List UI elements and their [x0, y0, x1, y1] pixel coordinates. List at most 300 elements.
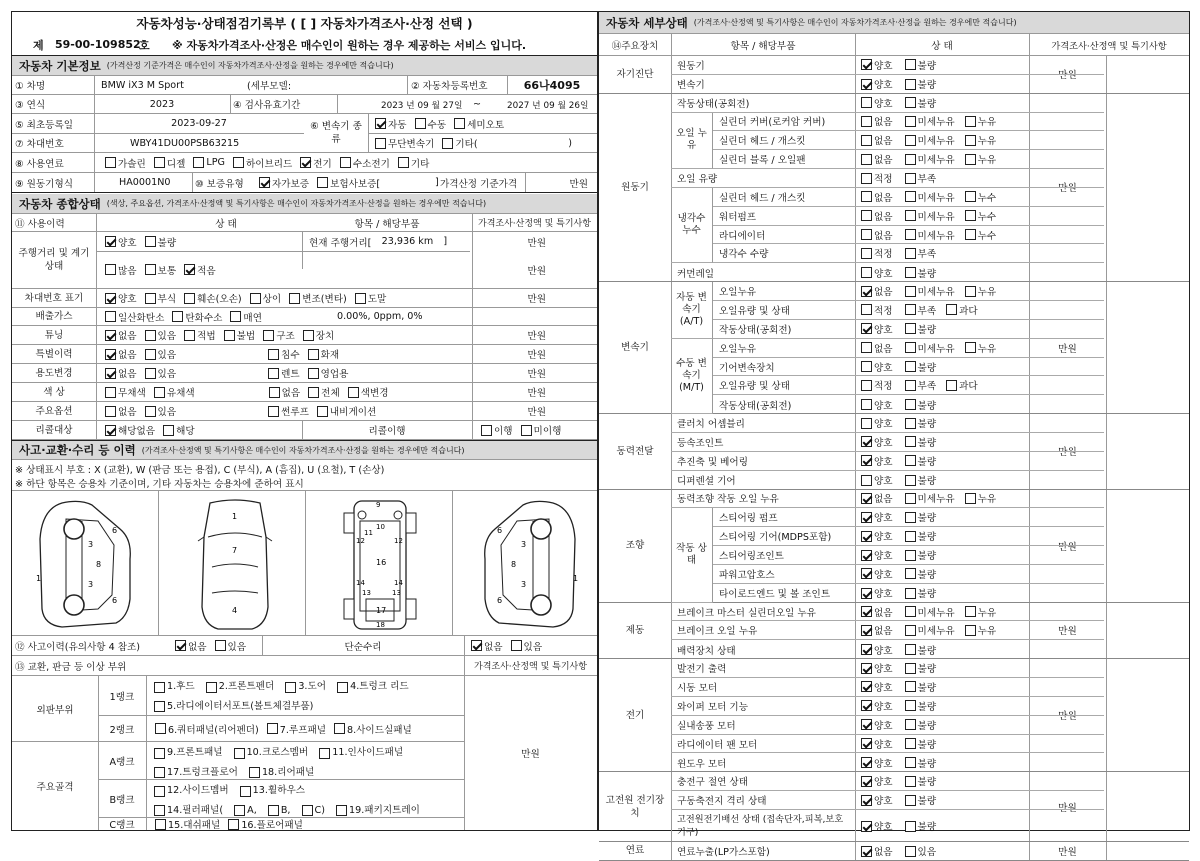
detail-item-label: 추진축 및 베어링	[677, 456, 748, 468]
state-option-checkbox[interactable]	[861, 455, 872, 466]
vin_mark-3-checkbox[interactable]	[250, 293, 261, 304]
state-option-checkbox[interactable]	[905, 210, 916, 221]
gas-label: 배출가스	[35, 311, 73, 322]
accident-history-label: ⑫ 사고이력(유의사항 4 참조)	[15, 641, 141, 653]
state-option-checkbox[interactable]	[905, 512, 916, 523]
state-option-checkbox[interactable]	[965, 210, 976, 221]
color-2-checkbox[interactable]	[269, 387, 280, 398]
tuning-1-checkbox[interactable]	[145, 330, 156, 341]
state-option-checkbox[interactable]	[946, 304, 957, 315]
part-11-checkbox[interactable]	[319, 748, 330, 759]
state-option-checkbox[interactable]	[905, 267, 916, 278]
state-option-checkbox[interactable]	[861, 512, 872, 523]
tuning-4-checkbox[interactable]	[263, 330, 274, 341]
part-1-checkbox[interactable]	[154, 682, 165, 693]
fuel-gasoline-checkbox[interactable]	[105, 157, 116, 168]
state-option-checkbox[interactable]	[905, 97, 916, 108]
svg-text:13: 13	[362, 589, 371, 597]
state-option-checkbox[interactable]	[861, 248, 872, 259]
fuel-diesel-label: 디젤	[166, 158, 186, 170]
simple-yes-checkbox[interactable]	[511, 640, 522, 651]
sub-group-label: 작동 상태	[671, 508, 713, 602]
trans-manual-checkbox[interactable]	[415, 118, 426, 129]
detail-item-label: 작동상태(공회전)	[719, 400, 792, 412]
recall-fix-0-checkbox[interactable]	[481, 425, 492, 436]
part-4-checkbox[interactable]	[337, 682, 348, 693]
state-option-label: 있음	[917, 847, 937, 859]
state-option-label: 양호	[874, 589, 893, 601]
detail-item-label: 실린더 헤드 / 개스킷	[719, 136, 806, 148]
part-3-label: 3.도어	[298, 681, 327, 692]
part-6-checkbox[interactable]	[155, 723, 166, 734]
state-option-label: 없음	[874, 211, 893, 223]
summary-title: 자동차 종합상태	[19, 196, 101, 211]
state-option-checkbox[interactable]	[965, 286, 976, 297]
state-option-label: 미세누유	[917, 494, 955, 506]
rankC-label: C랭크	[109, 820, 135, 831]
part-8-checkbox[interactable]	[334, 723, 345, 734]
part-19-checkbox[interactable]	[336, 805, 347, 816]
option-2-checkbox[interactable]	[268, 406, 279, 417]
item-col: 항목 / 해당부품	[354, 218, 420, 230]
vin_mark-0-checkbox[interactable]	[105, 293, 116, 304]
option-3-label: 내비게이션	[329, 407, 377, 418]
summary-row-vin_mark	[12, 289, 597, 308]
tuning-2-checkbox[interactable]	[184, 330, 195, 341]
detail-row	[713, 508, 1104, 527]
car-name-label: ① 차명	[15, 81, 46, 92]
state-option-checkbox[interactable]	[905, 719, 916, 730]
detail-item-label: 충전구 절연 상태	[677, 777, 748, 789]
state-option-checkbox[interactable]	[861, 154, 872, 165]
state-option-checkbox[interactable]	[861, 380, 872, 391]
state-option-label: 누유	[977, 494, 997, 506]
state-option-checkbox[interactable]	[861, 475, 872, 486]
detail-row	[671, 603, 1104, 622]
detail-state-col: 상 태	[931, 40, 953, 52]
summary-header	[12, 194, 597, 214]
group-price-unit: 만원	[1058, 70, 1077, 82]
state-option-checkbox[interactable]	[861, 776, 872, 787]
part-16-checkbox[interactable]	[228, 819, 239, 830]
state-option-checkbox[interactable]	[965, 606, 976, 617]
mileage-level-2-checkbox[interactable]	[184, 264, 195, 275]
state-option-label: 양호	[874, 645, 893, 657]
car-side-left-diagram	[22, 499, 148, 631]
state-option-checkbox[interactable]	[905, 248, 916, 259]
state-option-label: 없음	[874, 155, 893, 167]
state-option-label: 없음	[874, 847, 893, 859]
state-option-checkbox[interactable]	[905, 625, 916, 636]
summary-row-gas	[12, 308, 597, 326]
gas-0-checkbox[interactable]	[105, 311, 116, 322]
state-option-label: 미세누유	[917, 136, 955, 148]
state-option-checkbox[interactable]	[905, 286, 916, 297]
state-option-checkbox[interactable]	[905, 380, 916, 391]
pillar-c-checkbox[interactable]	[302, 805, 313, 816]
special-1-checkbox[interactable]	[145, 349, 156, 360]
state-option-checkbox[interactable]	[905, 738, 916, 749]
trans-cvt-checkbox[interactable]	[375, 138, 386, 149]
pillar-a-checkbox[interactable]	[234, 805, 245, 816]
state-option-checkbox[interactable]	[965, 625, 976, 636]
warranty-self-checkbox[interactable]	[259, 177, 270, 188]
part-18-checkbox[interactable]	[249, 767, 260, 778]
title-row	[12, 12, 597, 34]
detail-row	[713, 376, 1104, 395]
accident-history-opts	[168, 636, 253, 655]
state-option-checkbox[interactable]	[861, 821, 872, 832]
part-10-checkbox[interactable]	[234, 748, 245, 759]
part-13-checkbox[interactable]	[240, 786, 251, 797]
state-option-checkbox[interactable]	[905, 568, 916, 579]
special-0-checkbox[interactable]	[105, 349, 116, 360]
detail-row	[713, 113, 1104, 132]
state-option-checkbox[interactable]	[861, 738, 872, 749]
basic-row-name	[12, 76, 597, 95]
rankA-label: A랭크	[109, 756, 135, 768]
detail-row	[671, 169, 1104, 188]
usage-0-checkbox[interactable]	[105, 368, 116, 379]
vin_mark-0-label: 양호	[118, 294, 137, 305]
state-option-checkbox[interactable]	[905, 154, 916, 165]
mileage-0-checkbox[interactable]	[105, 236, 116, 247]
detail-group-2	[599, 282, 1189, 414]
state-option-checkbox[interactable]	[965, 116, 976, 127]
part-16-label: 16.플로어패널	[241, 820, 303, 831]
option-1-label: 있음	[157, 407, 177, 418]
state-option-checkbox[interactable]	[905, 846, 916, 857]
state-option-checkbox[interactable]	[905, 550, 916, 561]
state-option-checkbox[interactable]	[861, 286, 872, 297]
state-option-checkbox[interactable]	[905, 681, 916, 692]
state-option-label: 누유	[977, 626, 997, 638]
group-price-unit: 만원	[1058, 626, 1077, 638]
state-option-checkbox[interactable]	[905, 229, 916, 240]
svg-text:17: 17	[376, 606, 387, 615]
detail-item-label: 클러치 어셈블리	[677, 419, 745, 431]
state-option-label: 불량	[917, 60, 937, 72]
color-3-checkbox[interactable]	[308, 387, 319, 398]
summary-row-tuning	[12, 326, 597, 345]
basic-row-fuel	[12, 153, 597, 173]
state-option-checkbox[interactable]	[905, 588, 916, 599]
svg-text:6: 6	[112, 526, 118, 535]
svg-text:3: 3	[521, 580, 527, 589]
detail-row	[671, 810, 1104, 842]
car-diagram-area	[12, 490, 597, 636]
trans-semi-checkbox[interactable]	[454, 118, 465, 129]
group-price-unit: 만원	[1058, 447, 1077, 459]
part-19-label: 19.패키지트레이	[349, 804, 420, 816]
state-option-checkbox[interactable]	[861, 795, 872, 806]
state-option-checkbox[interactable]	[861, 173, 872, 184]
state-option-checkbox[interactable]	[861, 79, 872, 90]
state-option-checkbox[interactable]	[861, 719, 872, 730]
mileage-level-0-checkbox[interactable]	[105, 264, 116, 275]
option-2-label: 썬루프	[281, 407, 309, 418]
state-option-checkbox[interactable]	[861, 418, 872, 429]
state-option-checkbox[interactable]	[905, 59, 916, 70]
state-option-checkbox[interactable]	[861, 531, 872, 542]
rankB-label: B랭크	[109, 794, 135, 806]
group-price-unit: 만원	[1058, 183, 1077, 195]
state-option-checkbox[interactable]	[905, 361, 916, 372]
state-option-checkbox[interactable]	[965, 342, 976, 353]
state-option-label: 불량	[917, 437, 937, 449]
state-option-checkbox[interactable]	[861, 229, 872, 240]
detail-row	[713, 395, 1104, 414]
state-option-checkbox[interactable]	[905, 79, 916, 90]
fuel-diesel-checkbox[interactable]	[154, 157, 165, 168]
color-1-checkbox[interactable]	[154, 387, 165, 398]
part-13-label: 13.휠하우스	[252, 785, 305, 796]
state-option-checkbox[interactable]	[861, 550, 872, 561]
part-17-checkbox[interactable]	[154, 767, 165, 778]
state-option-checkbox[interactable]	[905, 493, 916, 504]
state-option-checkbox[interactable]	[861, 342, 872, 353]
trans-semi-label: 세미오토	[467, 119, 505, 131]
tuning-0-label: 없음	[118, 331, 137, 342]
state-option-checkbox[interactable]	[905, 323, 916, 334]
state-option-checkbox[interactable]	[905, 663, 916, 674]
state-option-checkbox[interactable]	[861, 210, 872, 221]
detail-row	[671, 263, 1104, 282]
part-1-label: 1.후드	[167, 681, 195, 692]
detail-item-label: 타이로드엔드 및 볼 조인트	[719, 589, 831, 601]
tuning-label: 튜닝	[44, 329, 64, 341]
detail-col-header	[599, 34, 1189, 56]
detail-group-0	[599, 56, 1189, 94]
state-option-checkbox[interactable]	[905, 116, 916, 127]
state-option-checkbox[interactable]	[905, 531, 916, 542]
state-option-checkbox[interactable]	[861, 588, 872, 599]
state-option-label: 양호	[874, 60, 893, 72]
state-option-label: 없음	[874, 494, 893, 506]
gas-1-checkbox[interactable]	[172, 311, 183, 322]
mileage-level-price-unit: 만원	[527, 265, 546, 277]
state-option-checkbox[interactable]	[861, 663, 872, 674]
state-option-checkbox[interactable]	[905, 418, 916, 429]
detail-item-label: 변속기	[677, 80, 705, 92]
state-option-checkbox[interactable]	[905, 455, 916, 466]
option-3-checkbox[interactable]	[317, 406, 328, 417]
detail-item-label: 오일 유량	[677, 174, 718, 185]
detail-item-label: 오일유량 및 상태	[719, 381, 790, 393]
detail-row	[671, 490, 1104, 509]
detail-row	[713, 282, 1104, 301]
left-panel	[11, 11, 598, 831]
vin_mark-5-checkbox[interactable]	[355, 293, 366, 304]
state-option-checkbox[interactable]	[861, 116, 872, 127]
use-history-col: ⑪ 사용이력	[15, 218, 65, 230]
warranty-self-label: 자가보증	[272, 178, 310, 190]
state-option-checkbox[interactable]	[905, 757, 916, 768]
detail-row	[713, 244, 1104, 263]
state-option-checkbox[interactable]	[905, 436, 916, 447]
state-option-label: 양호	[874, 796, 893, 808]
tuning-5-checkbox[interactable]	[303, 330, 314, 341]
recall-1-label: 해당	[176, 426, 195, 437]
part-7-checkbox[interactable]	[267, 723, 278, 734]
state-option-label: 불량	[917, 822, 937, 833]
part-14-checkbox[interactable]	[154, 805, 165, 816]
mileage-level-1-checkbox[interactable]	[145, 264, 156, 275]
svg-text:14: 14	[356, 579, 365, 587]
tuning-0-checkbox[interactable]	[105, 330, 116, 341]
mileage-1-checkbox[interactable]	[145, 236, 156, 247]
state-option-checkbox[interactable]	[905, 135, 916, 146]
service-notice: ※ 자동차가격조사·산정은 매수인이 원하는 경우 제공하는 서비스 입니다.	[172, 38, 527, 52]
state-option-checkbox[interactable]	[905, 821, 916, 832]
state-option-checkbox[interactable]	[905, 776, 916, 787]
detail-item-col: 항목 / 해당부품	[730, 40, 796, 52]
state-option-label: 불량	[917, 701, 937, 713]
state-option-label: 없음	[874, 230, 893, 242]
simple-none-checkbox[interactable]	[471, 640, 482, 651]
state-option-checkbox[interactable]	[965, 493, 976, 504]
state-option-checkbox[interactable]	[861, 191, 872, 202]
svg-text:6: 6	[112, 596, 118, 605]
tuning-2-label: 적법	[197, 331, 216, 342]
state-option-checkbox[interactable]	[861, 846, 872, 857]
basic-row-engine	[12, 173, 597, 193]
fuel-opts	[98, 153, 597, 172]
state-col: 상 태	[215, 218, 237, 230]
state-option-checkbox[interactable]	[905, 475, 916, 486]
state-option-checkbox[interactable]	[861, 361, 872, 372]
accident-none-checkbox[interactable]	[175, 640, 186, 651]
special-2-label: 침수	[281, 350, 300, 361]
state-option-checkbox[interactable]	[905, 644, 916, 655]
state-option-checkbox[interactable]	[965, 191, 976, 202]
state-option-label: 미세누유	[917, 287, 955, 299]
vin_mark-3-label: 상이	[262, 294, 282, 305]
state-option-checkbox[interactable]	[861, 59, 872, 70]
recall-fix-1-checkbox[interactable]	[521, 425, 532, 436]
state-option-checkbox[interactable]	[965, 154, 976, 165]
part-15-checkbox[interactable]	[155, 819, 166, 830]
option-1-checkbox[interactable]	[145, 406, 156, 417]
pillar-b-checkbox[interactable]	[268, 805, 279, 816]
state-option-label: 불량	[917, 98, 937, 110]
state-option-label: 없음	[874, 287, 893, 299]
detail-row	[671, 753, 1104, 772]
trans-auto-checkbox[interactable]	[375, 118, 386, 129]
detail-item-label: 스티어링 펌프	[719, 513, 778, 525]
detail-item-label: 커먼레일	[677, 268, 715, 280]
state-option-checkbox[interactable]	[905, 304, 916, 315]
detail-item-label: 실린더 커버(로커암 커버)	[719, 117, 826, 129]
state-option-checkbox[interactable]	[946, 380, 957, 391]
color-4-checkbox[interactable]	[348, 387, 359, 398]
state-option-checkbox[interactable]	[965, 229, 976, 240]
fuel-lpg-checkbox[interactable]	[193, 157, 204, 168]
detail-row	[671, 678, 1104, 697]
vin_mark-1-checkbox[interactable]	[145, 293, 156, 304]
color-0-checkbox[interactable]	[105, 387, 116, 398]
part-9-checkbox[interactable]	[154, 748, 165, 759]
state-option-checkbox[interactable]	[905, 173, 916, 184]
special-2-checkbox[interactable]	[268, 349, 279, 360]
state-option-checkbox[interactable]	[905, 399, 916, 410]
detail-row	[671, 716, 1104, 735]
state-option-checkbox[interactable]	[861, 625, 872, 636]
vin_mark-4-checkbox[interactable]	[289, 293, 300, 304]
state-option-checkbox[interactable]	[965, 135, 976, 146]
usage-2-checkbox[interactable]	[268, 368, 279, 379]
state-option-checkbox[interactable]	[861, 681, 872, 692]
state-option-checkbox[interactable]	[861, 757, 872, 768]
fuel-electric-checkbox[interactable]	[300, 157, 311, 168]
option-0-checkbox[interactable]	[105, 406, 116, 417]
state-option-checkbox[interactable]	[861, 399, 872, 410]
part-12-checkbox[interactable]	[154, 786, 165, 797]
price-basis-label: 가격산정 기준가격	[440, 178, 518, 190]
recall-label: 리콜대상	[35, 424, 73, 436]
usage-1-checkbox[interactable]	[145, 368, 156, 379]
state-option-checkbox[interactable]	[905, 795, 916, 806]
state-option-checkbox[interactable]	[905, 342, 916, 353]
state-option-checkbox[interactable]	[905, 606, 916, 617]
gas-0-label: 일산화탄소	[118, 312, 165, 324]
state-option-label: 적정	[874, 381, 893, 393]
part-5-checkbox[interactable]	[154, 701, 165, 712]
engine-label: ⑨ 원동기형식	[15, 178, 73, 190]
state-option-checkbox[interactable]	[905, 700, 916, 711]
fuel-hydrogen-label: 수소전기	[352, 158, 390, 170]
basic-info-header	[12, 56, 597, 76]
svg-text:12: 12	[394, 537, 403, 545]
detail-row	[671, 433, 1104, 452]
gas-2-checkbox[interactable]	[230, 311, 241, 322]
detail-row	[671, 697, 1104, 716]
state-option-checkbox[interactable]	[861, 304, 872, 315]
state-option-checkbox[interactable]	[861, 493, 872, 504]
mileage-1-label: 불량	[157, 237, 177, 249]
fuel-other-checkbox[interactable]	[398, 157, 409, 168]
state-option-checkbox[interactable]	[861, 436, 872, 447]
state-option-checkbox[interactable]	[861, 323, 872, 334]
trans-other-checkbox[interactable]	[442, 138, 453, 149]
special-3-checkbox[interactable]	[308, 349, 319, 360]
fuel-hydrogen-checkbox[interactable]	[340, 157, 351, 168]
warranty-insurer-checkbox[interactable]	[317, 177, 328, 188]
detail-header	[599, 12, 1189, 34]
part-3-checkbox[interactable]	[285, 682, 296, 693]
accident-yes-checkbox[interactable]	[215, 640, 226, 651]
recall-0-checkbox[interactable]	[105, 425, 116, 436]
state-option-label: 불량	[917, 645, 937, 657]
usage-3-checkbox[interactable]	[308, 368, 319, 379]
state-option-checkbox[interactable]	[861, 644, 872, 655]
state-option-checkbox[interactable]	[861, 267, 872, 278]
accident-note: (가격조사·산정액 및 특기사항은 매수인이 자동차가격조사·산정을 원하는 경우에만 적습니다)	[141, 445, 465, 455]
state-option-checkbox[interactable]	[861, 568, 872, 579]
part-2-checkbox[interactable]	[206, 682, 217, 693]
state-option-checkbox[interactable]	[861, 700, 872, 711]
state-option-label: 양호	[874, 98, 893, 110]
state-option-checkbox[interactable]	[905, 191, 916, 202]
fuel-hybrid-checkbox[interactable]	[233, 157, 244, 168]
tuning-3-checkbox[interactable]	[224, 330, 235, 341]
state-option-checkbox[interactable]	[861, 606, 872, 617]
state-option-checkbox[interactable]	[861, 135, 872, 146]
vin_mark-2-checkbox[interactable]	[184, 293, 195, 304]
state-option-label: 없음	[874, 626, 893, 638]
recall-1-checkbox[interactable]	[163, 425, 174, 436]
state-option-checkbox[interactable]	[861, 97, 872, 108]
